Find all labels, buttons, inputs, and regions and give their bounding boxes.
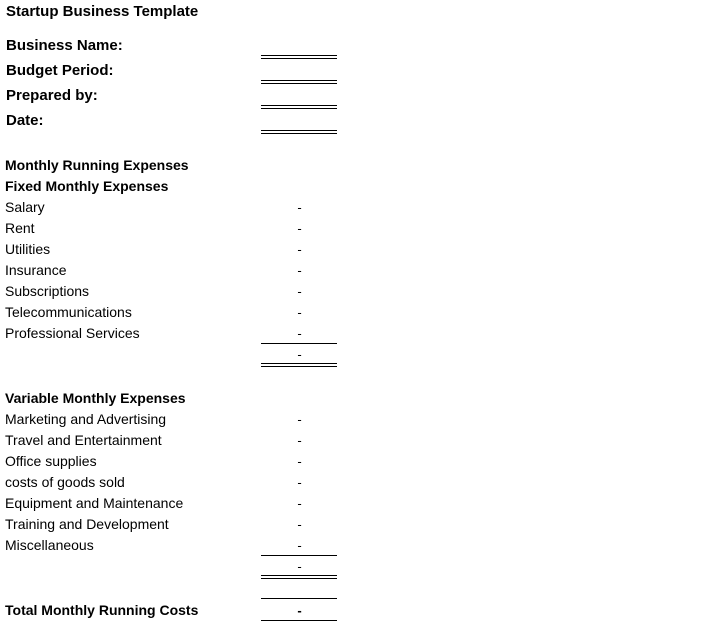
fixed-item-rent: Rent	[5, 220, 35, 236]
fixed-sum-line	[261, 343, 337, 344]
variable-value-office-supplies[interactable]: -	[297, 454, 302, 469]
fixed-expenses-title: Fixed Monthly Expenses	[5, 178, 169, 194]
running-expenses-title: Monthly Running Expenses	[5, 157, 189, 173]
variable-sum-line	[261, 555, 337, 556]
total-value[interactable]: -	[297, 603, 302, 618]
variable-item-travel: Travel and Entertainment	[5, 432, 162, 448]
variable-item-marketing: Marketing and Advertising	[5, 411, 167, 427]
variable-item-cogs: costs of goods sold	[5, 474, 125, 490]
fixed-value-subscriptions[interactable]: -	[297, 284, 302, 299]
fixed-value-utilities[interactable]: -	[297, 242, 302, 257]
variable-expenses-title: Variable Monthly Expenses	[5, 390, 186, 406]
date-underline	[261, 130, 337, 134]
budget-period-label: Budget Period:	[6, 62, 114, 79]
fixed-value-professional-services[interactable]: -	[297, 326, 302, 341]
fixed-value-insurance[interactable]: -	[297, 263, 302, 278]
total-top-line	[261, 598, 337, 599]
business-name-underline	[261, 55, 337, 59]
variable-value-cogs[interactable]: -	[297, 475, 302, 490]
sheet-title: Startup Business Template	[6, 3, 199, 20]
total-label: Total Monthly Running Costs	[5, 602, 199, 618]
business-name-label: Business Name:	[6, 37, 123, 54]
prepared-by-underline	[261, 105, 337, 109]
fixed-value-telecommunications[interactable]: -	[297, 305, 302, 320]
fixed-item-utilities: Utilities	[5, 241, 51, 257]
prepared-by-label: Prepared by:	[6, 87, 98, 104]
fixed-value-rent[interactable]: -	[297, 221, 302, 236]
variable-item-office-supplies: Office supplies	[5, 453, 97, 469]
variable-item-training: Training and Development	[5, 516, 169, 532]
variable-subtotal-double-line	[261, 575, 337, 579]
variable-value-training[interactable]: -	[297, 517, 302, 532]
fixed-item-subscriptions: Subscriptions	[5, 283, 90, 299]
variable-value-miscellaneous[interactable]: -	[297, 538, 302, 553]
fixed-subtotal-double-line	[261, 363, 337, 367]
fixed-item-insurance: Insurance	[5, 262, 67, 278]
variable-item-equipment: Equipment and Maintenance	[5, 495, 184, 511]
date-label: Date:	[6, 112, 44, 129]
variable-value-marketing[interactable]: -	[297, 412, 302, 427]
variable-value-equipment[interactable]: -	[297, 496, 302, 511]
budget-period-underline	[261, 80, 337, 84]
variable-item-miscellaneous: Miscellaneous	[5, 537, 94, 553]
total-bottom-line	[261, 620, 337, 621]
fixed-item-salary: Salary	[5, 199, 45, 215]
fixed-value-salary[interactable]: -	[297, 200, 302, 215]
fixed-item-professional-services: Professional Services	[5, 325, 140, 341]
fixed-item-telecommunications: Telecommunications	[5, 304, 132, 320]
variable-value-travel[interactable]: -	[297, 433, 302, 448]
variable-subtotal-value[interactable]: -	[297, 559, 302, 574]
fixed-subtotal-value[interactable]: -	[297, 347, 302, 362]
